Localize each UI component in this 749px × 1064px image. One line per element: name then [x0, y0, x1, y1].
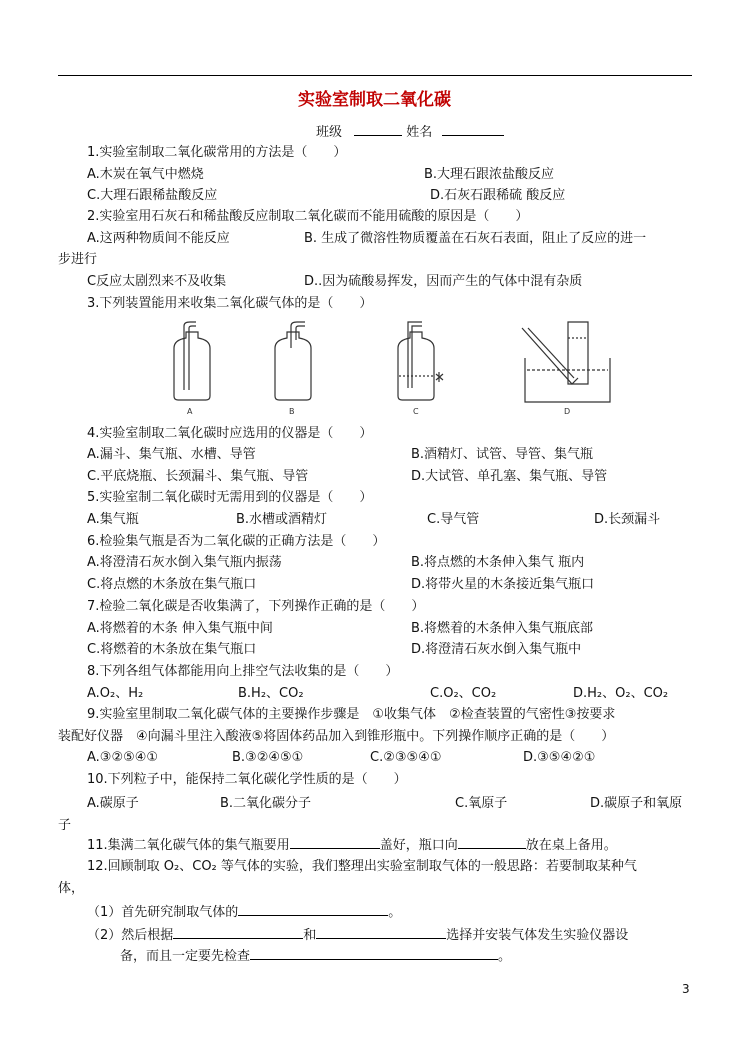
- q2-stem: 2.实验室用石灰石和稀盐酸反应制取二氧化碳而不能用硫酸的原因是（ ）: [87, 209, 529, 224]
- q3-stem: 3.下列装置能用来收集二氧化碳气体的是（ ）: [87, 296, 373, 311]
- q5-option-c: C.导气管: [427, 512, 480, 527]
- top-rule: [58, 75, 692, 76]
- q7-stem: 7.检验二氧化碳是否收集满了，下列操作正确的是（ ）: [87, 599, 425, 614]
- q8-option-b: B.H₂、CO₂: [238, 686, 304, 701]
- q4-stem: 4.实验室制取二氧化碳时应选用的仪器是（ ）: [87, 426, 373, 441]
- q12-step1: [87, 902, 401, 922]
- q1-option-c: C.大理石跟稀盐酸反应: [87, 188, 218, 203]
- q12-stem-cont: 体，: [58, 881, 85, 896]
- q10-option-a: A.碳原子: [87, 796, 139, 811]
- q10-option-d: D.碳原子和氧原: [590, 796, 683, 811]
- q10-option-c: C.氧原子: [455, 796, 508, 811]
- label-c: C: [413, 407, 419, 416]
- q2-option-d: D..因为硫酸易挥发，因而产生的气体中混有杂质: [304, 274, 583, 289]
- page-number: 3: [682, 982, 690, 996]
- q11-part3: 放在桌上备用。: [525, 838, 617, 853]
- q11-blank2[interactable]: [458, 835, 526, 849]
- q2-option-b: B. 生成了微溶性物质覆盖在石灰石表面，阻止了反应的进一: [304, 231, 647, 246]
- name-label: 姓名: [406, 125, 433, 140]
- q8-option-d: D.H₂、O₂、CO₂: [573, 686, 669, 701]
- q9-option-c: C.②③⑤④①: [370, 750, 442, 765]
- q11-line: [87, 835, 617, 855]
- q12-step2-cont: [120, 946, 511, 966]
- q11-part2: 盖好，瓶口向: [379, 838, 458, 853]
- q11-blank1[interactable]: [290, 835, 380, 849]
- q5-stem: 5.实验室制二氧化碳时无需用到的仪器是（ ）: [87, 490, 373, 505]
- q6-option-b: B.将点燃的木条伸入集气 瓶内: [411, 555, 585, 570]
- q4-option-c: C.平底烧瓶、长颈漏斗、集气瓶、导管: [87, 469, 309, 484]
- class-blank[interactable]: [354, 122, 402, 136]
- q8-option-c: C.O₂、CO₂: [430, 686, 497, 701]
- q1-option-a: A.木炭在氧气中燃烧: [87, 167, 204, 182]
- label-d: D: [564, 407, 571, 416]
- q6-option-c: C.将点燃的木条放在集气瓶口: [87, 577, 257, 592]
- q10-option-b: B.二氧化碳分子: [220, 796, 312, 811]
- q5-option-a: A.集气瓶: [87, 512, 139, 527]
- q12-step1-text: （1）首先研究制取气体的: [87, 905, 239, 920]
- q9-stem-cont: 装配好仪器 ④向漏斗里注入酸液⑤将固体药品加入到锥形瓶中。下列操作顺序正确的是（ ）: [58, 729, 615, 744]
- q11-part1: 11.集满二氧化碳气体的集气瓶要用: [87, 838, 290, 853]
- q9-stem: 9.实验室里制取二氧化碳气体的主要操作步骤是 ①收集气体 ②检查装置的气密性③按要求: [87, 707, 616, 722]
- q7-option-a: A.将燃着的木条 伸入集气瓶中间: [87, 621, 273, 636]
- bottle-b: [275, 322, 311, 400]
- q2-option-c: C反应太剧烈来不及收集: [87, 274, 227, 289]
- q12-step2-text: （2）然后根据: [87, 928, 174, 943]
- q10-stem: 10.下列粒子中，能保持二氧化碳化学性质的是（ ）: [87, 772, 407, 787]
- q12-stem: 12.回顾制取 O₂、CO₂ 等气体的实验，我们整理出实验室制取气体的一般思路：若要制取某种气: [87, 859, 637, 874]
- bottle-c: [398, 322, 443, 400]
- q12-step2-and: 和: [303, 928, 317, 943]
- q1-option-d: D.石灰石跟稀硫 酸反应: [430, 188, 566, 203]
- q12-step2: [87, 925, 628, 945]
- gas-collection-apparatus-figure: [160, 318, 630, 418]
- name-blank[interactable]: [442, 122, 504, 136]
- q4-option-d: D.大试管、单孔塞、集气瓶、导管: [411, 469, 608, 484]
- q2-option-a: A.这两种物质间不能反应: [87, 231, 230, 246]
- q6-option-d: D.将带火星的木条接近集气瓶口: [411, 577, 595, 592]
- q12-blank1[interactable]: [238, 902, 388, 916]
- q7-option-c: C.将燃着的木条放在集气瓶口: [87, 642, 257, 657]
- label-b: B: [289, 407, 295, 416]
- student-info: [316, 122, 504, 142]
- q7-option-b: B.将燃着的木条伸入集气瓶底部: [411, 621, 594, 636]
- q8-stem: 8.下列各组气体都能用向上排空气法收集的是（ ）: [87, 664, 399, 679]
- q12-step2-rest: 选择并安装气体发生实验仪器设: [446, 928, 629, 943]
- page-title: 实验室制取二氧化碳: [298, 90, 451, 110]
- q6-stem: 6.检验集气瓶是否为二氧化碳的正确方法是（ ）: [87, 534, 386, 549]
- q10-option-d-cont: 子: [58, 818, 72, 833]
- label-a: A: [187, 407, 193, 416]
- q12-step1-end: 。: [388, 905, 402, 920]
- q5-option-b: B.水槽或酒精灯: [236, 512, 328, 527]
- q7-option-d: D.将澄清石灰水倒入集气瓶中: [411, 642, 582, 657]
- trough-d: [522, 322, 610, 402]
- q8-option-a: A.O₂、H₂: [87, 686, 144, 701]
- q5-option-d: D.长颈漏斗: [594, 512, 661, 527]
- q4-option-a: A.漏斗、集气瓶、水槽、导管: [87, 447, 256, 462]
- q9-option-d: D.③⑤④②①: [523, 750, 596, 765]
- q12-blank3[interactable]: [316, 925, 446, 939]
- q9-option-a: A.③②⑤④①: [87, 750, 159, 765]
- q12-blank2[interactable]: [173, 925, 303, 939]
- q1-stem: 1.实验室制取二氧化碳常用的方法是（ ）: [87, 145, 347, 160]
- q6-option-a: A.将澄清石灰水倒入集气瓶内振荡: [87, 555, 282, 570]
- bottle-a: [174, 322, 210, 400]
- class-label: 班级: [316, 125, 343, 140]
- q12-step2-cont-text: 备，而且一定要先检查: [120, 949, 251, 964]
- q1-option-b: B.大理石跟浓盐酸反应: [424, 167, 555, 182]
- q2-option-b-cont: 步进行: [58, 252, 98, 267]
- q9-option-b: B.③②④⑤①: [232, 750, 304, 765]
- q12-blank4[interactable]: [250, 946, 498, 960]
- q4-option-b: B.酒精灯、试管、导管、集气瓶: [411, 447, 594, 462]
- q12-step2-end: 。: [498, 949, 512, 964]
